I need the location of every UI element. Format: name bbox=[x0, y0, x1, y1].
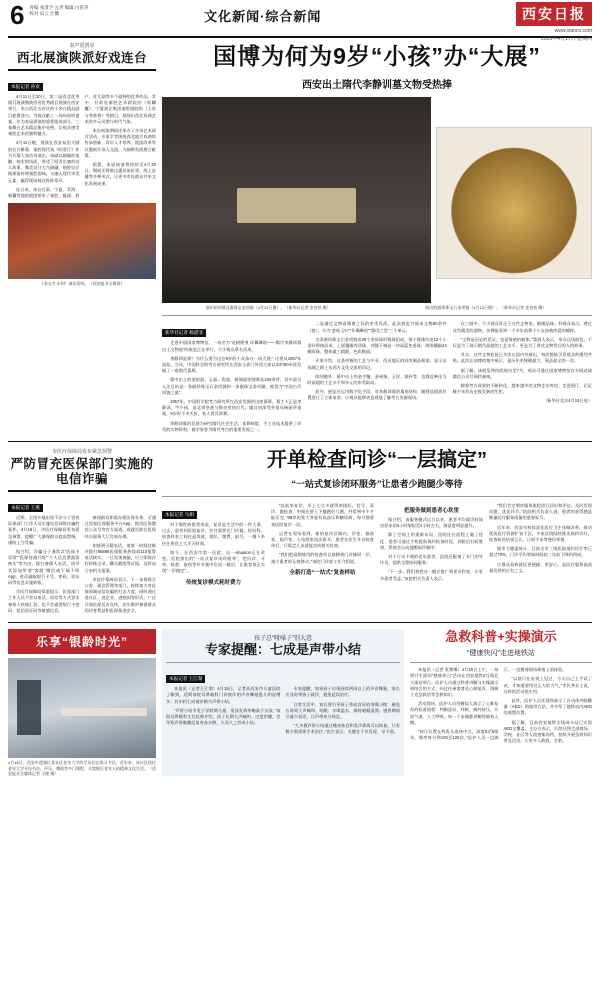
paragraph: 1957年，中国科学院考古研究所在西安发掘的这座墓葬，墓主人正是李静训，字小孩，是北周皇族与隋皇室的后代。她自幼深受外祖母杨丽华宠爱，9岁时不幸夭折，家人将其厚葬。 bbox=[162, 399, 302, 417]
paragraph: 据了解，该展览将持续展出至7月，观众可通过国家博物馆官方网站或微信公众号预约参观。 bbox=[452, 367, 592, 379]
paragraph: 近年来，西安市持续深化医疗卫生体制改革，推动优质医疗资源扩容下沉，多家医院陆续推出预约诊疗、检查检验结果互认、日间手术等便民举措。 bbox=[489, 524, 592, 543]
byline-tag: 本报记者 王江黎 bbox=[166, 675, 205, 683]
paragraph: “文物是历史的见证，也是情感的载体。”策展人表示，举办这场展览，不仅是为了展示隋代高超的工艺水平，更是为了讲述文物背后的人的故事。 bbox=[452, 336, 592, 349]
medical-fraud-kicker: 市医疗保障局发布紧急预警 bbox=[51, 449, 112, 456]
paragraph: 李静训是谁？为什么要为这位9岁的小女孩办一场大展？这要从1957年说起。当年，中国科学院考古研究所在西安玉祥门外西大街以南约50米处发掘了一座隋代墓葬。 bbox=[162, 355, 302, 374]
one-stop-columns bbox=[162, 503, 592, 589]
paragraph: 近期，全国多地出现不法分子冒充医保部门工作人员实施电信网络诈骗的案件。4月16日，市医疗保障局发布紧急预警，提醒广大参保群众提高警惕，谨防上当受骗。 bbox=[8, 515, 80, 545]
first-aid-story bbox=[410, 629, 592, 776]
first-aid-text bbox=[410, 667, 592, 744]
paragraph: 此外，医护人员还现场演示了自动体外除颤器（AED）的使用方法，并介绍了地铁站内AED的放置位置。 bbox=[503, 697, 592, 716]
main-photo-captions bbox=[162, 303, 592, 310]
byline-tag: 本报记者 马相 bbox=[162, 511, 197, 519]
paragraph: “下一步，我们将把这一模式推广到更多科室，让更多患者受益。”该院相关负责人表示。 bbox=[380, 569, 483, 581]
left-story-column bbox=[8, 42, 156, 436]
one-stop-column-3 bbox=[380, 503, 483, 589]
vocal-nodule-text bbox=[166, 686, 400, 735]
one-stop-subheadline: “一站式复诊闭环服务”让患者少跑腿少等待 bbox=[291, 479, 463, 490]
paragraph: 二是通过文物看隋唐之际的审美风尚。此次展览共展出文物80余件（套），分为“金枝玉叶”“环珮琳琅”“器用之美”三个单元。 bbox=[307, 321, 447, 333]
one-stop-column-4 bbox=[489, 503, 592, 589]
paragraph: “按压位置在两乳头连线中点，深度5至6厘米，频率每分钟100至120次。”医护人员一边演示，一边邀请现场乘客上前体验。 bbox=[410, 667, 567, 741]
page-number: 6 bbox=[10, 0, 25, 30]
paragraph: 本报讯（记者 张黎娜）4月16日上午，一场别开生面的“健康快闪”活动在西安地铁2号线北大街站举行。医护人员通过科普讲解与实操演示相结合的方式，向过往乘客普及心肺复苏、海姆立克急救法等急救知识。 bbox=[410, 667, 499, 697]
one-stop-subhead-1: 传统复诊模式耗时费力 bbox=[185, 579, 241, 586]
opera-stage-caption: （金山寺·水利）演出现场。（西安报业全媒体） bbox=[39, 281, 125, 287]
vocal-nodule-title: 专家提醒：七成是声带小结 bbox=[204, 642, 361, 658]
paragraph: 4月11日至20日，第二届西北优秀剧目展演暨陕西省优秀剧目展演在西安举行，来自西北五省区的十余台精品剧目轮番登台，为观众献上一场场视听盛宴。作为本届展演的重要组成部分，三秦舞台艺术精品集中亮相，让观众感受秦腔艺术的独特魅力。 bbox=[8, 94, 80, 137]
masthead bbox=[8, 0, 592, 42]
middle-zone bbox=[8, 448, 592, 617]
one-stop-column-2 bbox=[271, 503, 374, 589]
paragraph: “我们把高频使用的检查项目前移到门诊楼同一层，减少患者的无效移动。”该院门诊部主任介绍说。 bbox=[271, 552, 374, 564]
credit-line-2: 校对 田云 仕蘭 bbox=[29, 11, 59, 16]
left-story-header bbox=[8, 42, 156, 71]
left-story-text bbox=[8, 94, 156, 199]
paragraph: 据介绍，诈骗分子通常以“医保卡异常”“医保待遇升级”“个人信息泄露需核实”等为由，拨打参保人电话，诱导其添加所谓“客服”微信或下载不明App，进而骗取银行卡号、密码、验证码等信息实施转账。 bbox=[8, 549, 80, 586]
left-story-body bbox=[8, 75, 156, 199]
main-column-3-text bbox=[453, 321, 592, 404]
silver-time-title: 乐享“银龄时光” bbox=[8, 629, 156, 654]
paragraph: 市医疗保障局表示，下一步将联合公安、通信管理等部门，持续加大对医保领域电信诈骗的打击力度，同时通过进社区、进企业、进校园等形式，广泛开展医保反诈宣传，切实维护参保群众的切身利益和医保基金安全。 bbox=[84, 576, 156, 613]
vocal-nodule-story bbox=[162, 629, 404, 776]
exhibition-photo bbox=[162, 97, 431, 303]
paragraph: 本报讯（记者王江黎）4月15日，记者从西安市儿童医院了解到，近期该院耳鼻喉科门诊接诊的声音嘶哑患儿明显增多，其中约七成被诊断为声带小结。 bbox=[166, 686, 281, 704]
main-column-2 bbox=[307, 321, 446, 436]
paragraph: 随着考古成果的不断转化，越来越多的文物走出库房、走进展厅，让沉睡千年的历史焕发新的生机。 bbox=[452, 383, 592, 395]
paragraph: 让群众看病就医更便捷、更舒心，是医疗服务高质量发展的应有之义。 bbox=[489, 561, 592, 573]
paragraph: 墓中出土的金银器、玉器、瓷器、玻璃器等随葬品230余件，其中最引人注目的是一条嵌珍珠宝石金项链和一条嵌珠宝金项圈，被誉为“中国古代项链之最”。 bbox=[162, 377, 302, 395]
paragraph: 其实，这些文物此前已多次在国内外展出，每次都能引发观众的强烈共鸣。此次在国博的集中展示，是历年来规模最大、展品最全的一次。 bbox=[452, 352, 592, 364]
one-stop-subhead-3: 把服务做到患者心坎里 bbox=[403, 508, 459, 515]
paragraph: 市医疗保障局郑重提示：医保部门工作人员不会以电话、短信等方式要求参保人转账汇款，也不会索要银行卡密码、短信验证码等敏感信息。 bbox=[8, 589, 80, 613]
silver-time-feature bbox=[8, 629, 156, 776]
paragraph: 日常生活中，家长要引导孩子养成良好的用嗓习惯：避免长时间大声喊叫、唱歌；多喝温水，保持咽喉湿润；感冒期间尽量少说话，让声带充分休息。 bbox=[285, 701, 400, 719]
main-headline: 国博为何为9岁“小孩”办“大展” bbox=[213, 43, 541, 69]
paragraph: 据了解，目前西安地铁全线网车站已实现AED全覆盖。主办方表示，后续还将走进商场、学校、社区等人流密集场所，持续开展急救知识普及活动，让更多人敢救、会救。 bbox=[503, 719, 592, 744]
byline-tag: 本报记者 孙欢 bbox=[8, 83, 43, 91]
paragraph: 走进中国国家博物馆，一场名为“花树摇曳 环珮琳琅——隋代李静训墓出土文物展”的展览正在举行，不少观众慕名而来。 bbox=[162, 340, 302, 352]
paragraph: 李静训墓的发现为研究隋代社会生活、丧葬制度、手工业技术提供了珍贵的实物资料，被学界誉为隋代考古的重要发现之一。 bbox=[162, 420, 302, 432]
paragraph: 在三展中，不少观众驻足于这些文物前，细细品味。有观众表示，透过这些精美的器物，仿佛能看到一千多年前那个小女孩被疼爱的模样。 bbox=[452, 321, 592, 333]
senior-class-photo bbox=[8, 658, 156, 758]
paragraph: 据市卫健委统计，目前全市三级医院预约诊疗率已超过70%，门诊平均等候时间较三年前下降约四成。 bbox=[489, 546, 592, 558]
masthead-section bbox=[103, 2, 422, 25]
paragraph: 连日来，来自甘肃、宁夏、青海、新疆等地的院团带来了秦腔、陇剧、眉户、花儿剧等多个剧种的优秀作品。其中，甘肃省秦腔艺术剧院的《锁麟囊》、宁夏演艺集团秦腔剧院的《王贵与李香香》等剧目，展现出西北戏曲艺术的多元风貌与时代气象。 bbox=[8, 94, 156, 199]
paragraph: “我们会定期对服务流程进行回访和评估，及时发现问题、优化环节。”医院相关负责人说，患者的获得感是衡量医疗服务质量的重要标尺。 bbox=[489, 503, 592, 521]
paragraph: 对于慢性病患者来说，复诊是生活中的一件大事。过去，患者到医院复诊，往往需要在门诊楼、检验科、检查科室之间往返奔波，排队、缴费、取号，一趟下来往往要花上大半天时间。 bbox=[162, 522, 265, 546]
left-story-title: 西北展演陕派好戏连台 bbox=[16, 51, 147, 65]
one-stop-column-3-text bbox=[380, 517, 483, 582]
main-story bbox=[162, 42, 592, 436]
vocal-nodule-kicker: 孩子总“哑嗓子”别大意 bbox=[254, 636, 312, 643]
left-story-kicker: 秦声震渭原 bbox=[69, 43, 95, 49]
one-stop-column-2-text bbox=[271, 503, 374, 565]
bottom-zone bbox=[8, 629, 592, 776]
signoff: （新华社北京4月16日电） bbox=[543, 398, 592, 404]
paragraph: “声带小结多见于学龄期儿童，男孩发病率略高于女孩。”该院耳鼻喉科主任医师介绍，孩子长期大声喊叫、过度用嗓，会导致声带黏膜反复充血水肿，久而久之形成小结。 bbox=[166, 707, 281, 726]
medical-fraud-header bbox=[8, 448, 156, 492]
paragraph: 如接到可疑电话，请第一时间挂断并拨打96886医保服务热线或110报警电话核实。一旦发现被骗，应立即保存好转账记录、聊天截图等证据，及时向公安机关报案。 bbox=[84, 542, 156, 573]
first-aid-title: 急救科普+实操演示 bbox=[445, 629, 557, 645]
credit-line-1: 青编 张澄予 完世 编辑 白笛茅 bbox=[29, 5, 89, 10]
senior-class-caption: 4月16日，西安市莲湖区某社区老年大学的学员们在练习书法。近年来，该社区依托老年大学开设书法、声乐、舞蹈等多门课程，丰富辖区老年人的精神文化生活。（西安报业全媒体记者 王健 摄） bbox=[8, 760, 156, 776]
main-photo-group bbox=[162, 97, 592, 303]
paragraph: 记者在现场看到，新的复诊区域内，诊室、抽血室、超声室、心电图室依次排开，患者在医生开具检查单后，只需走几步就能完成相关检查。 bbox=[271, 530, 374, 549]
medical-fraud-text bbox=[8, 515, 156, 617]
section-title: 文化新闻·综合新闻 bbox=[204, 9, 322, 24]
one-stop-column-1-text bbox=[162, 522, 265, 575]
paragraph: “大多数声带小结通过嗓音休息和发声训练可以恢复，只有极少数需要手术治疗。”医生表示，关键在于早发现、早干预。 bbox=[285, 723, 400, 735]
paragraph: 活动现场，医护人员用模拟人演示了心肺复苏的标准流程：判断意识、呼救、胸外按压、开放气道、人工呼吸，每一个步骤都讲解得细致入微。 bbox=[410, 701, 499, 725]
medical-fraud-title: 严防冒充医保部门实施的电信诈骗 bbox=[10, 457, 154, 487]
exhibition-photo-caption: 展出的项链及嵌珠宝金项链（4月12日摄）。（新华社记者 金良快 摄） bbox=[205, 305, 331, 310]
paragraph: 专家介绍，这条项链的工艺与中亚、西亚地区的同类制品相似，显示出丝绸之路上东西方文化交流的印记。 bbox=[307, 358, 447, 370]
paragraph: 专家提醒，如果孩子出现持续两周以上的声音嘶哑，家长应及时带孩子就诊，避免延误治疗。 bbox=[285, 686, 400, 698]
paragraph: 据悉，本届展演将持续至4月20日，期间还将推出惠民低价票、线上直播等多种形式，让更多市民群众共享文化发展成果。 bbox=[84, 162, 156, 186]
opera-stage-photo bbox=[8, 203, 156, 279]
paragraph: 对于行动不便的老年患者，医院还配备了专门的导诊员，提供全程陪同服务。 bbox=[380, 554, 483, 566]
main-column-2-text bbox=[307, 321, 446, 401]
medical-fraud-story bbox=[8, 448, 156, 617]
main-subheadline: 西安出土隋代李静训墓文物受热捧 bbox=[302, 80, 452, 91]
paragraph: 本次展演期间还举办了多场艺术研讨活动，专家学者围绕西北地方戏曲的传承创新、青年人才培养、院团改革等议题展开深入交流，为剧种发展建言献策。 bbox=[84, 128, 156, 158]
paper-date: 2025年4月17日 星期四 bbox=[541, 36, 592, 42]
necklace-photo-caption: 展出的嵌珍珠宝石金项链（4月12日摄）。（新华社记者 金良快 摄） bbox=[425, 305, 547, 310]
main-column-3 bbox=[453, 321, 592, 436]
masthead-brand bbox=[422, 2, 592, 42]
paragraph: 此外，展览还运用数字化手段，对李静训墓的墓室结构、随葬品摆放位置进行了立体复原，让观众能够更直观地了解考古发掘现场。 bbox=[307, 389, 447, 401]
byline-tag: 本报记者 王燕 bbox=[8, 504, 43, 512]
paragraph: 除了空间上的重新布局，医院还在流程上做了优化：患者可通过手机提前预约检查时段，到院后扫码签到，系统会自动提醒候诊顺序。 bbox=[380, 532, 483, 550]
one-stop-column-4-text bbox=[489, 503, 592, 574]
paragraph: 除项链外，墓中出土的金手镯、金戒指、玉钗、银杯等，也都反映出当时高超的工艺水平和多元的审美取向。 bbox=[307, 373, 447, 386]
byline-tag: 新华社记者 杨湛菲 bbox=[162, 329, 206, 337]
paper-logo: 西安日报 bbox=[516, 2, 592, 26]
one-stop-story bbox=[162, 448, 592, 617]
paragraph: 如今，在西安市第一医院，这一situation正在改变。医院推出的“一站式复诊闭环服务”，把问诊、开单、检查、取药等环节集中在同一楼层，让患者真正实现“一层搞定”。 bbox=[162, 549, 265, 574]
paragraph: 这条嵌珍珠宝石金项链由28个金质球形链珠组成，每个链珠均由12个小金环焊接而成，上面镶嵌有珍珠。项链下端是一块深蓝色垂珠，周围镶嵌24颗珍珠，整体做工精细，色彩绚丽。 bbox=[307, 336, 447, 355]
paper-url: www.xiancn.com bbox=[554, 28, 592, 34]
main-column-1 bbox=[162, 321, 301, 436]
main-body-columns bbox=[162, 321, 592, 436]
one-stop-headline: 开单检查问诊“一层搞定” bbox=[267, 449, 487, 472]
one-stop-column-1 bbox=[162, 503, 265, 589]
top-zone bbox=[8, 42, 592, 436]
first-aid-subtitle: “健康快闪”走进地铁站 bbox=[467, 650, 535, 658]
gold-necklace-photo bbox=[436, 127, 592, 279]
paragraph: 参保群众如需办理医保业务，可通过国家医保服务平台App、陕西医保微信公众号等官方渠道，或就近前往医保经办服务大厅咨询办理。 bbox=[84, 515, 156, 539]
paragraph: 据介绍，该服务模式运行以来，患者平均就诊时间由原来的3小时缩短至1小时左右，满意度明显提升。 bbox=[380, 517, 483, 529]
paragraph: “以前只在电视上见过，今天自己上手试了试，才知道要用这么大的力气。”市民李女士说，这样的活动很实用。 bbox=[503, 676, 592, 694]
main-column-1-text bbox=[162, 340, 301, 433]
paragraph: “以前来复诊，早上七点多就得来排队，挂号、看诊、做检查，中间还要上下楼跑好几趟，经常到中午才能弄完。”68岁的张大爷患有高血压和糖尿病，每月都要来医院复诊一次。 bbox=[271, 503, 374, 527]
paragraph: 4月11日晚，展演在西安易俗大剧院拉开帷幕，秦腔现代戏《昭君行》作为开幕大戏首场演出。该剧以细腻的笔触、恢宏的场面，讲述了昭君出塞的动人故事，舞美设计大气磅礴，唱腔设计既保留传统秦腔韵味，又融入现代审美元素，赢得现场观众阵阵掌声。 bbox=[8, 140, 80, 183]
masthead-credits bbox=[29, 2, 103, 17]
one-stop-subhead-2: 全新打造“一站式”复查样站 bbox=[289, 569, 356, 576]
